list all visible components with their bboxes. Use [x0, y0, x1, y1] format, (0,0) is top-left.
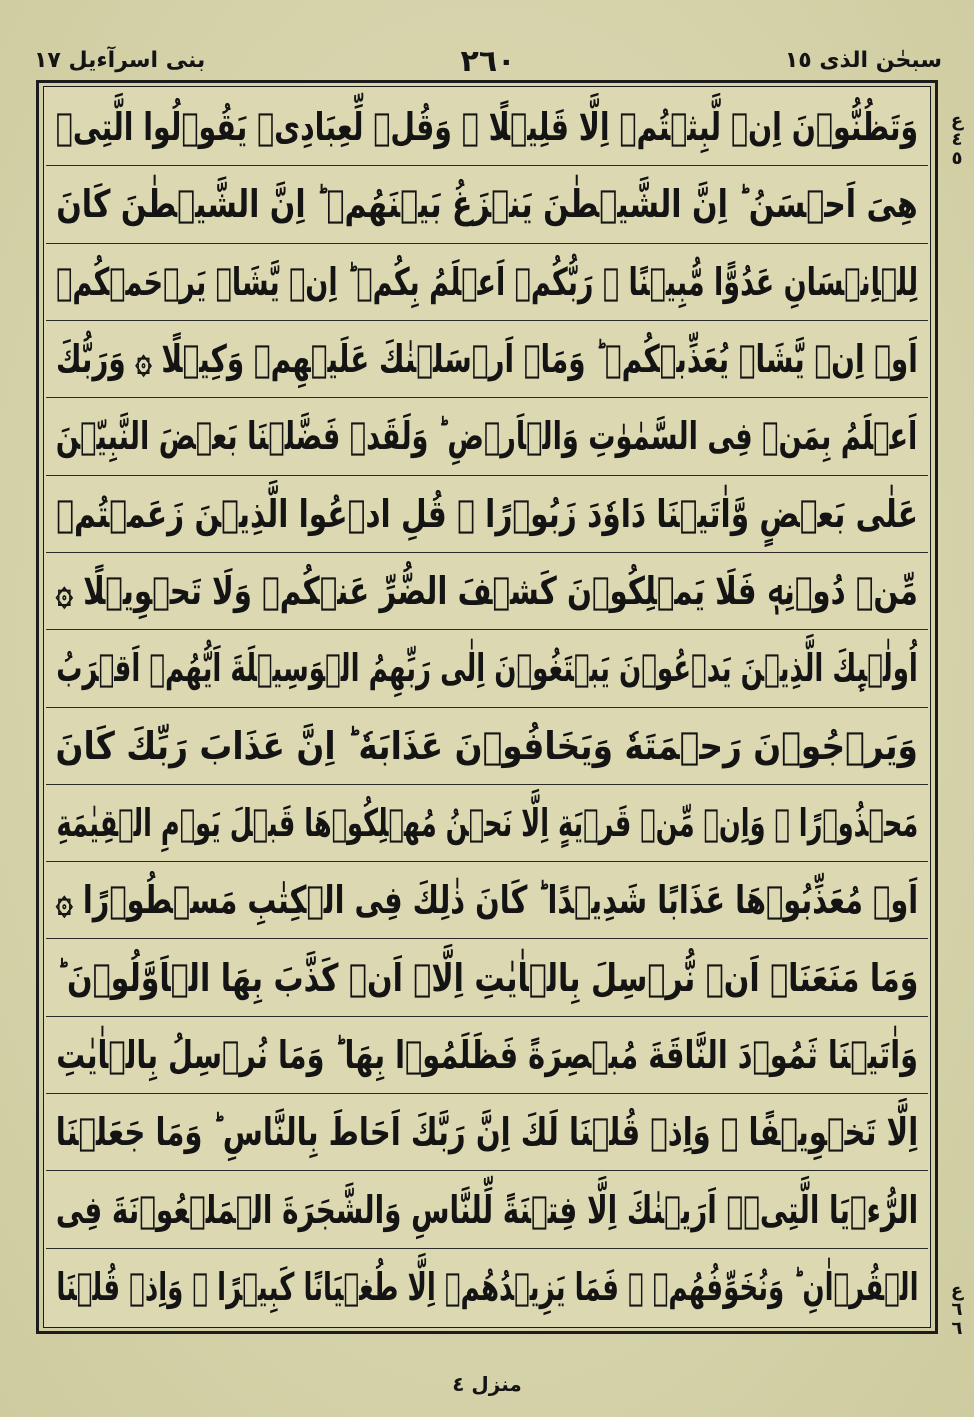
manzil-footer: منزل ٤ [452, 1372, 522, 1396]
text-line: الۡقُرۡاٰنِ ؕ وَنُخَوِّفُهُمۡ ۙ فَمَا يَزِيۡدُهُمۡ اِلَّا طُغۡيَانًا كَبِيۡرًا ۞ وَاِذۡ قُلۡنَا [55, 1264, 919, 1309]
text-line: وَتَظُنُّوۡنَ اِنۡ لَّبِثۡتُمۡ اِلَّا قَلِيۡلًا ۞ وَقُلۡ لِّعِبَادِىۡ يَقُوۡلُوا الَّتِىۡ [46, 89, 928, 166]
text-block [46, 89, 928, 1325]
text-line: وَمَا مَنَعَنَاۤ اَنۡ نُّرۡسِلَ بِالۡاٰيٰتِ اِلَّاۤ اَنۡ كَذَّبَ بِهَا الۡاَوَّلُوۡنَ ؕ [46, 939, 928, 1016]
text-line: لِلۡاِنۡسَانِ عَدُوًّا مُّبِيۡنًا ۞ رَبُّكُمۡ اَعۡلَمُ بِكُمۡ ؕ اِنۡ يَّشَاۡ يَرۡحَمۡكُمۡ [46, 244, 928, 321]
text-line: اَعۡلَمُ بِمَنۡ فِى السَّمٰوٰتِ وَالۡاَرۡضِ ؕ وَلَقَدۡ فَضَّلۡنَا بَعۡضَ النَّبِيّٖنَ [46, 398, 928, 475]
text-line: الرُّءۡيَا الَّتِىۡۤ اَرَيۡنٰكَ اِلَّا فِتۡنَةً لِّلنَّاسِ وَالشَّجَرَةَ الۡمَلۡعُوۡنَةَ فِى [46, 1171, 928, 1248]
text-line: مَحۡذُوۡرًا ۞ وَاِنۡ مِّنۡ قَرۡيَةٍ اِلَّا نَحۡنُ مُهۡلِكُوۡهَا قَبۡلَ يَوۡمِ الۡقِيٰمَةِ [46, 785, 928, 862]
text-line: هِىَ اَحۡسَنُ ؕ اِنَّ الشَّيۡطٰنَ يَنۡزَغُ بَيۡنَهُمۡ ؕ اِنَّ الشَّيۡطٰنَ كَانَ [46, 166, 928, 243]
page-header [34, 44, 942, 80]
ruku-mark-bottom: ع ٦ ٦ [950, 1280, 964, 1339]
text-line: اَوۡ مُعَذِّبُوۡهَا عَذَابًا شَدِيۡدًا ؕ كَانَ ذٰلِكَ فِى الۡكِتٰبِ مَسۡطُوۡرًا ۞ [46, 862, 928, 939]
text-line: اِلَّا تَخۡوِيۡفًا ۞ وَاِذۡ قُلۡنَا لَكَ اِنَّ رَبَّكَ اَحَاطَ بِالنَّاسِ ؕ وَمَا جَعَلۡنَا [46, 1094, 928, 1171]
text-line: اَوۡ اِنۡ يَّشَاۡ يُعَذِّبۡكُمۡ ؕ وَمَاۤ اَرۡسَلۡنٰكَ عَلَيۡهِمۡ وَكِيۡلًا ۞ وَرَبُّكَ [46, 321, 928, 398]
text-line: وَاٰتَيۡنَا ثَمُوۡدَ النَّاقَةَ مُبۡصِرَةً فَظَلَمُوۡا بِهَا ؕ وَمَا نُرۡسِلُ بِالۡاٰيٰتِ [46, 1017, 928, 1094]
text-line: مِّنۡ دُوۡنِهٖ فَلَا يَمۡلِكُوۡنَ كَشۡفَ الضُّرِّ عَنۡكُمۡ وَلَا تَحۡوِيۡلًا ۞ [46, 553, 928, 630]
text-line: عَلٰى بَعۡضٍ وَّاٰتَيۡنَا دَاوٗدَ زَبُوۡرًا ۞ قُلِ ادۡعُوا الَّذِيۡنَ زَعَمۡتُمۡ [46, 476, 928, 553]
juz-name: سبحٰن الذی ١٥ [784, 48, 942, 73]
text-line: وَيَرۡجُوۡنَ رَحۡمَتَهٗ وَيَخَافُوۡنَ عَذَابَهٗ ؕ اِنَّ عَذَابَ رَبِّكَ كَانَ [46, 708, 928, 785]
ruku-mark-top: ع ٤ ٥ [950, 110, 964, 169]
text-line: اُولٰۤٮِٕكَ الَّذِيۡنَ يَدۡعُوۡنَ يَبۡتَغُوۡنَ اِلٰى رَبِّهِمُ الۡوَسِيۡلَةَ اَيُّهُمۡ اَقۡرَبُ [46, 630, 928, 707]
surah-name: بنی اسرآءیل ١٧ [34, 48, 206, 73]
page-number: ٢٦٠ [460, 44, 516, 79]
